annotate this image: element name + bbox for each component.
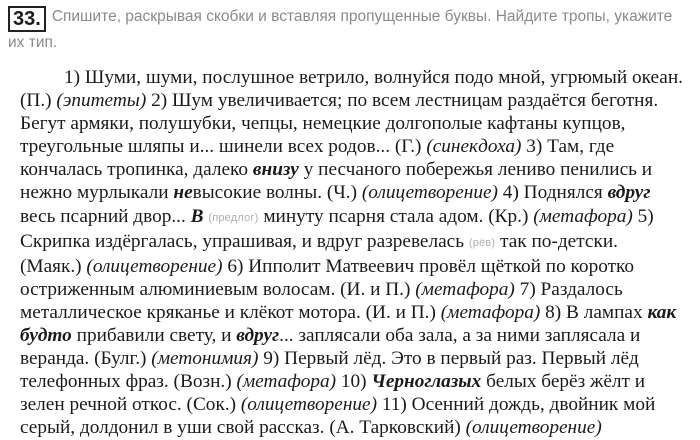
text-run: так по-детски. [495,230,618,252]
text-line [20,135,696,158]
bold-word: В [190,205,204,227]
trope-label: (синекдоха) [426,136,522,158]
text-run: 2) Шум увеличивается; по всем лестницам раздаётся беготня. [146,90,659,112]
text-run: серый, долдонил в уши свой рассказ. (А. Тарковский) [20,417,466,439]
trope-label: (олицетворение) [465,417,602,439]
text-run: 9) Первый лёд. Это в первый раз. Первый лёд [258,348,639,370]
trope-label: (олицетворение) [240,394,378,416]
hint-note: (рёв) [468,236,496,249]
text-line [20,370,696,393]
text-run: высокие волны. (Ч.) [192,182,362,204]
text-run: зелен речной откос. (Сок.) [20,394,241,416]
text-line [20,89,696,112]
text-run: треугольные шляпы и... шинели всех родов... (Г.) [20,136,427,158]
text-line [20,66,696,89]
trope-label: (олицетворение) [361,182,498,204]
text-run: 1) Шуми, шуми, послушное ветрило, волнуйся подо мной, угрюмый океан. [64,67,683,88]
task-instruction-line-1: Спишите, раскрывая скобки и вставляя пропущенные буквы. Найдите тропы, укажите [51,8,673,25]
bold-word: как [647,301,677,323]
text-run: прибавили свету, и [71,325,237,347]
text-run: нежно мурлыкали [20,182,174,204]
trope-label: (метафора) [440,301,541,323]
text-run: весь псарний двор... [20,205,191,227]
text-run: 7) Раздалось [514,278,623,300]
task-instruction-line-2: их тип. [8,34,58,51]
text-run: Бегут армяки, полушубки, чепцы, немецкие долгополые кафтаны купцов, [20,113,626,135]
task-number: 33. [8,6,46,32]
text-line [20,181,696,204]
trope-label: (олицетворение) [86,255,223,277]
text-run: кончалась тропинка, далеко [20,159,253,181]
text-run: 11) Осенний дождь, двойник мой [377,394,656,416]
text-line [20,347,696,370]
text-line [20,416,696,439]
text-run: металлическое кряканье и клёкот мотора. (И. и П.) [20,301,441,323]
text-run: 4) Поднялся [497,182,608,204]
text-run: телефонных фраз. (Возн.) [20,371,237,393]
text-line [20,324,696,347]
text-line [20,158,696,181]
text-run: 3) Там, где [521,136,615,158]
bold-word: не [173,182,193,204]
text-run: (П.) [20,90,57,112]
task-header [8,6,692,53]
bold-word: Черноглазых [371,371,482,393]
bold-word: внизу [252,159,299,181]
text-run: белых берёз жёлт и [481,371,646,393]
text-line [20,301,696,324]
text-run: веранда. (Булг.) [20,348,152,370]
trope-label: (эпитеты) [56,90,147,112]
trope-label: (метонимия) [151,348,259,370]
hint-note: (предлог) [208,211,259,224]
text-line [20,112,696,135]
text-run: 6) Ипполит Матвеевич провёл щёткой по коротко [222,255,635,277]
text-run: ... заплясали оба зала, а за ними заплясала и [279,325,641,347]
text-run: остриженным алюминиевым волосам. (И. и П.) [20,278,416,300]
text-line [20,255,696,278]
text-line [20,393,696,416]
trope-label: (метафора) [533,205,633,227]
bold-word: вдруг [236,325,280,347]
text-line [20,205,696,230]
bold-word: будто [20,325,72,347]
text-line [20,230,696,255]
answer-text [20,66,696,440]
text-run: у песчаного побережья лениво пенились и [298,159,653,181]
text-run: Скрипка издёргалась, упрашивая, и вдруг разревелась [20,230,469,252]
text-run: 5) [632,205,654,227]
trope-label: (метафора) [236,371,337,393]
trope-label: (метафора) [415,278,515,300]
text-run: 10) [336,371,372,393]
text-line [20,278,696,301]
text-run: минуту псарня стала адом. (Кр.) [258,205,534,227]
text-run: (Маяк.) [20,255,87,277]
bold-word: вдруг [607,182,651,204]
text-run: 8) В лампах [540,301,648,323]
